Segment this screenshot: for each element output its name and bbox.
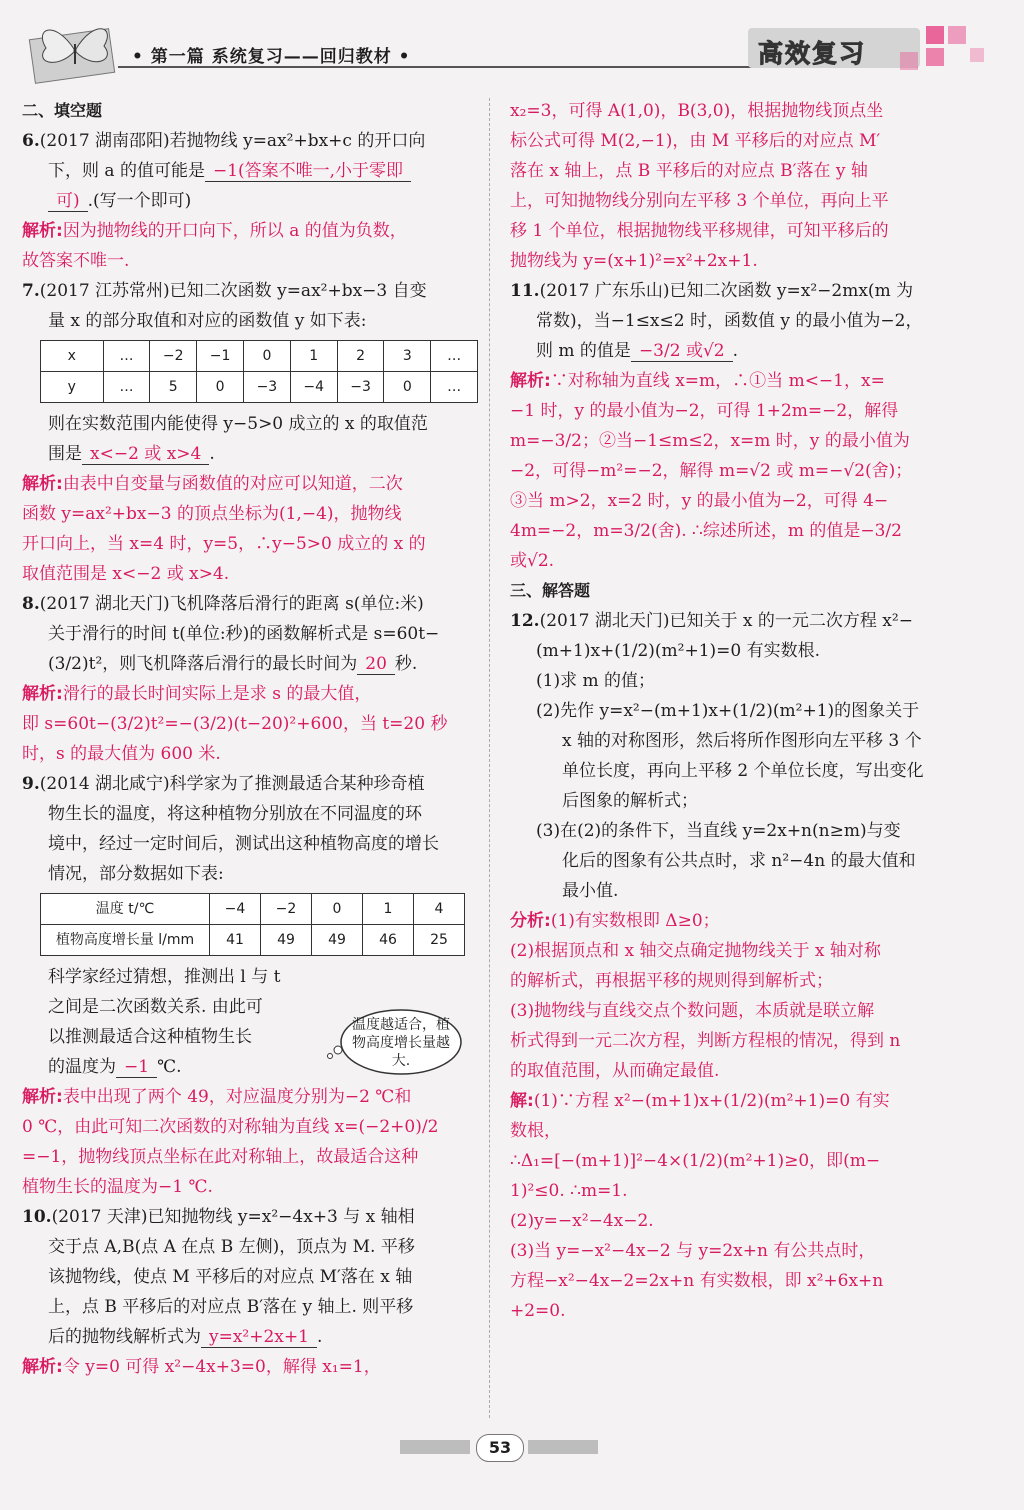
solution-label: 解析: — [22, 474, 63, 494]
text-line — [510, 846, 958, 876]
section-heading — [22, 96, 478, 126]
solution-line — [22, 709, 478, 739]
solution-line — [510, 246, 958, 276]
line-text: 秒. — [394, 654, 418, 674]
line-text: (3/2)t²，则飞机降落后滑行的最长时间为 — [48, 654, 358, 674]
line-text: 的温度为 — [48, 1057, 116, 1077]
solution-text: m=−3/2；②当−1≤m≤2，x=m 时，y 的最小值为 — [510, 431, 910, 451]
table-cell: 2 — [337, 341, 384, 372]
solution-text: −2，可得−m²=−2，解得 m=√2 或 m=−√2(舍)； — [510, 461, 913, 481]
solution-text: 令 y=0 可得 x²−4x+3=0，解得 x₁=1， — [62, 1357, 381, 1377]
page-number: 53 — [476, 1434, 524, 1462]
line-text: 物生长的温度，将这种植物分别放在不同温度的环 — [48, 804, 422, 824]
text-line — [22, 619, 478, 649]
table-row — [41, 341, 478, 372]
solution-line — [510, 1056, 958, 1086]
table-cell: 3 — [384, 341, 431, 372]
text-line — [510, 666, 958, 696]
text-line — [22, 649, 478, 679]
text-line — [22, 186, 478, 216]
solution-text: +2=0. — [510, 1301, 566, 1321]
solution-text: 故答案不唯一. — [22, 251, 130, 271]
right-column — [510, 96, 958, 1326]
table-cell: … — [103, 372, 150, 403]
line-text: 科学家经过猜想，推测出 l 与 t — [48, 967, 281, 987]
table-cell: 0 — [312, 894, 363, 925]
table-cell: −4 — [210, 894, 261, 925]
solution-label: 解析: — [22, 221, 63, 241]
answer-blank: y=x²+2x+1 — [201, 1327, 317, 1348]
text-line — [510, 876, 958, 906]
solution-text: (1)有实数根即 Δ≥0； — [550, 911, 720, 931]
line-text: 围是 — [48, 444, 82, 464]
solution-label: 分析: — [510, 911, 551, 931]
solution-text: 0 ℃，由此可知二次函数的对称轴为直线 x=(−2+0)/2 — [22, 1117, 439, 1137]
solution-text: 函数 y=ax²+bx−3 的顶点坐标为(1,−4)，抛物线 — [22, 504, 402, 524]
table-cell: 46 — [363, 925, 414, 956]
footer-bar-left — [400, 1440, 470, 1454]
solution-text: 标公式可得 M(2,−1)，由 M 平移后的对应点 M′ — [510, 131, 881, 151]
solution-line — [22, 1172, 478, 1202]
answer-blank: −1(答案不唯一,小于零即 — [205, 161, 411, 182]
line-text: (3)在(2)的条件下，当直线 y=2x+n(n≥m)与变 — [536, 821, 901, 841]
table-cell: 植物高度增长量 l/mm — [41, 925, 210, 956]
line-text: 关于滑行的时间 t(单位:秒)的函数解析式是 s=60t− — [48, 624, 440, 644]
solution-text: x₂=3，可得 A(1,0)，B(3,0)，根据抛物线顶点坐 — [510, 101, 884, 121]
table-cell: 温度 t/℃ — [41, 894, 210, 925]
solution-line — [510, 966, 958, 996]
text-line — [510, 636, 958, 666]
line-text: 交于点 A,B(点 A 在点 B 左侧)，顶点为 M. 平移 — [48, 1237, 415, 1257]
solution-text: 开口向上，当 x=4 时，y=5，∴y−5>0 成立的 x 的 — [22, 534, 426, 554]
line-text: 之间是二次函数关系. 由此可 — [48, 997, 263, 1017]
question-number: 8. — [22, 594, 40, 614]
table-cell: 5 — [150, 372, 197, 403]
line-text: 上，点 B 平移后的对应点 B′落在 y 轴上. 则平移 — [48, 1297, 414, 1317]
solution-text: (2)根据顶点和 x 轴交点确定抛物线关于 x 轴对称 — [510, 941, 881, 961]
question-text: (2017 江苏常州)已知二次函数 y=ax²+bx−3 自变 — [39, 281, 427, 301]
solution-line — [510, 1266, 958, 1296]
section-heading-text: 二、填空题 — [22, 101, 103, 120]
text-line — [22, 409, 478, 439]
solution-text: 数根， — [510, 1121, 561, 1141]
solution-text: 时，s 的最大值为 600 米. — [22, 744, 221, 764]
solution-text: ∴Δ₁=[−(m+1)]²−4×(1/2)(m²+1)≥0，即(m− — [510, 1151, 881, 1171]
solution-line — [510, 1146, 958, 1176]
solution-line — [510, 96, 958, 126]
solution-text: (2)y=−x²−4x−2. — [510, 1211, 654, 1231]
question-number: 11. — [510, 281, 540, 301]
solution-text: 或√2. — [510, 551, 555, 571]
solution-line — [22, 246, 478, 276]
text-line — [510, 726, 958, 756]
question-line — [510, 276, 958, 306]
table-cell: 49 — [261, 925, 312, 956]
solution-line — [22, 216, 478, 246]
solution-text: ③当 m>2，x=2 时，y 的最小值为−2，可得 4− — [510, 491, 889, 511]
page-header — [0, 0, 1024, 92]
solution-line — [510, 366, 958, 396]
text-line — [22, 829, 478, 859]
solution-line — [22, 1142, 478, 1172]
question-text: (2017 湖北天门)已知关于 x 的一元二次方程 x²− — [539, 611, 913, 631]
solution-text: (3)抛物线与直线交点个数问题，本质就是联立解 — [510, 1001, 875, 1021]
solution-text: −1 时，y 的最小值为−2，可得 1+2m=−2，解得 — [510, 401, 899, 421]
question-line — [510, 606, 958, 636]
solution-text: 抛物线为 y=(x+1)²=x²+2x+1. — [510, 251, 758, 271]
solution-line — [22, 559, 478, 589]
footer-bar-right — [528, 1440, 598, 1454]
section-heading — [510, 576, 958, 606]
question-number: 10. — [22, 1207, 52, 1227]
solution-line — [22, 1112, 478, 1142]
solution-text: ∵对称轴为直线 x=m，∴①当 m<−1，x= — [550, 371, 885, 391]
line-text: 量 x 的部分取值和对应的函数值 y 如下表: — [48, 311, 367, 331]
solution-line — [22, 469, 478, 499]
text-line — [510, 336, 958, 366]
solution-text: 滑行的最长时间实际上是求 s 的最大值， — [62, 684, 372, 704]
solution-text: 表中出现了两个 49，对应温度分别为−2 ℃和 — [62, 1087, 412, 1107]
table-cell: … — [431, 341, 478, 372]
solution-line — [22, 679, 478, 709]
table-cell: −2 — [261, 894, 312, 925]
solution-line — [510, 456, 958, 486]
question-text: (2017 天津)已知抛物线 y=x²−4x+3 与 x 轴相 — [51, 1207, 415, 1227]
data-table — [40, 893, 465, 956]
table-cell: 1 — [363, 894, 414, 925]
table-cell: −3 — [337, 372, 384, 403]
line-text: (m+1)x+(1/2)(m²+1)=0 有实数根. — [536, 641, 821, 661]
answer-blank: −3/2 或√2 — [631, 341, 733, 362]
text-line — [510, 306, 958, 336]
solution-line — [22, 1082, 478, 1112]
text-line — [22, 1232, 478, 1262]
question-line — [22, 126, 478, 156]
question-line — [22, 769, 478, 799]
solution-text: 植物生长的温度为−1 ℃. — [22, 1177, 213, 1197]
table-cell: 41 — [210, 925, 261, 956]
line-text: . — [209, 444, 215, 464]
question-line — [22, 589, 478, 619]
text-line — [510, 756, 958, 786]
text-line — [22, 1322, 478, 1352]
line-text: 后图象的解析式； — [562, 791, 698, 811]
line-text: . — [732, 341, 738, 361]
solution-line — [510, 186, 958, 216]
line-text: 境中，经过一定时间后，测试出这种植物高度的增长 — [48, 834, 439, 854]
solution-label: 解析: — [22, 684, 63, 704]
table-cell: −4 — [290, 372, 337, 403]
question-text: (2014 湖北咸宁)科学家为了推测最适合某种珍奇植 — [39, 774, 425, 794]
line-text: 则在实数范围内能使得 y−5>0 成立的 x 的取值范 — [48, 414, 428, 434]
text-line — [510, 816, 958, 846]
solution-line — [510, 516, 958, 546]
table-cell: 0 — [197, 372, 244, 403]
solution-text: 取值范围是 x<−2 或 x>4. — [22, 564, 230, 584]
table-row — [41, 372, 478, 403]
solution-label: 解析: — [22, 1357, 63, 1377]
table-cell: 0 — [384, 372, 431, 403]
table-cell: 1 — [290, 341, 337, 372]
question-number: 6. — [22, 131, 40, 151]
solution-text: 因为抛物线的开口向下，所以 a 的值为负数， — [62, 221, 407, 241]
line-text: 单位长度，再向上平移 2 个单位长度，写出变化 — [562, 761, 924, 781]
line-text: 情况，部分数据如下表: — [48, 864, 224, 884]
question-line — [22, 276, 478, 306]
question-text: (2017 湖北天门)飞机降落后滑行的距离 s(单位:米) — [39, 594, 424, 614]
question-line — [22, 1202, 478, 1232]
cloud-text: 温度越适合，植物高度增长量越大. — [352, 1017, 450, 1069]
table-cell: −3 — [243, 372, 290, 403]
section-heading-text: 三、解答题 — [510, 581, 591, 600]
table-cell: −1 — [197, 341, 244, 372]
decor-square — [970, 48, 984, 62]
text-line — [22, 799, 478, 829]
line-text: 则 m 的值是 — [536, 341, 631, 361]
line-text: x 轴的对称图形，然后将所作图形向左平移 3 个 — [562, 731, 922, 751]
decor-square — [900, 52, 918, 70]
solution-line — [22, 529, 478, 559]
table-cell: 0 — [243, 341, 290, 372]
table-cell: … — [431, 372, 478, 403]
solution-line — [510, 426, 958, 456]
table-cell: 49 — [312, 925, 363, 956]
solution-text: 1)²≤0. ∴m=1. — [510, 1181, 628, 1201]
question-number: 7. — [22, 281, 40, 301]
header-title: • 第一篇 系统复习——回归教材 • — [132, 47, 411, 67]
butterfly-icon — [24, 14, 124, 84]
solution-text: 落在 x 轴上，点 B 平移后的对应点 B′落在 y 轴 — [510, 161, 868, 181]
solution-text: (3)当 y=−x²−4x−2 与 y=2x+n 有公共点时， — [510, 1241, 876, 1261]
solution-line — [510, 1116, 958, 1146]
header-badge: 高效复习 — [758, 39, 867, 68]
line-text: 下，则 a 的值可能是 — [48, 161, 205, 181]
solution-line — [510, 1236, 958, 1266]
solution-line — [510, 126, 958, 156]
solution-label: 解: — [510, 1091, 534, 1111]
line-text: ℃. — [157, 1057, 182, 1077]
line-text: 最小值. — [562, 881, 619, 901]
text-line — [510, 786, 958, 816]
text-line — [22, 1262, 478, 1292]
line-text: 该抛物线，使点 M 平移后的对应点 M′落在 x 轴 — [48, 1267, 413, 1287]
table-cell: 25 — [414, 925, 465, 956]
answer-blank: 20 — [357, 654, 395, 675]
line-text: 以推测最适合这种植物生长 — [48, 1027, 252, 1047]
decor-square — [926, 26, 944, 44]
answer-blank: 可) — [48, 191, 88, 212]
solution-line — [510, 216, 958, 246]
solution-line — [510, 996, 958, 1026]
table-cell: 4 — [414, 894, 465, 925]
solution-line — [22, 739, 478, 769]
column-divider — [489, 98, 490, 1418]
line-text: (2)先作 y=x²−(m+1)x+(1/2)(m²+1)的图象关于 — [536, 701, 920, 721]
solution-line — [510, 906, 958, 936]
table-cell: … — [103, 341, 150, 372]
table-row — [41, 925, 465, 956]
line-text: .(写一个即可) — [87, 191, 192, 211]
solution-text: 析式得到一元二次方程，判断方程根的情况，得到 n — [510, 1031, 901, 1051]
solution-line — [510, 1296, 958, 1326]
table-cell: y — [41, 372, 104, 403]
solution-line — [510, 1086, 958, 1116]
solution-text: (1)∵方程 x²−(m+1)x+(1/2)(m²+1)=0 有实 — [533, 1091, 890, 1111]
solution-text: =−1，抛物线顶点坐标在此对称轴上，故最适合这种 — [22, 1147, 419, 1167]
answer-blank: −1 — [116, 1057, 157, 1078]
solution-text: 4m=−2，m=3/2(舍). ∴综述所述，m 的值是−3/2 — [510, 521, 902, 541]
line-text: (1)求 m 的值； — [536, 671, 656, 691]
text-line — [22, 962, 478, 992]
solution-text: 移 1 个单位，根据抛物线平移规律，可知平移后的 — [510, 221, 889, 241]
line-text: 化后的图象有公共点时，求 n²−4n 的最大值和 — [562, 851, 916, 871]
line-text: 常数)，当−1≤x≤2 时，函数值 y 的最小值为−2， — [536, 311, 923, 331]
solution-line — [510, 1176, 958, 1206]
solution-line — [22, 1352, 478, 1382]
question-text: (2017 广东乐山)已知二次函数 y=x²−2mx(m 为 — [539, 281, 914, 301]
text-line — [22, 156, 478, 186]
question-number: 9. — [22, 774, 40, 794]
data-table — [40, 340, 478, 403]
question-text: (2017 湖南邵阳)若抛物线 y=ax²+bx+c 的开口向 — [39, 131, 426, 151]
text-line — [22, 439, 478, 469]
decor-square — [926, 48, 944, 66]
solution-text: 即 s=60t−(3/2)t²=−(3/2)(t−20)²+600，当 t=20 秒 — [22, 714, 448, 734]
solution-text: 的解析式，再根据平移的规则得到解析式； — [510, 971, 833, 991]
left-column — [22, 96, 478, 1382]
solution-line — [510, 396, 958, 426]
text-line — [22, 859, 478, 889]
question-number: 12. — [510, 611, 540, 631]
text-line — [22, 306, 478, 336]
solution-line — [510, 156, 958, 186]
solution-line — [510, 936, 958, 966]
solution-line — [510, 486, 958, 516]
solution-text: 上，可知抛物线分别向左平移 3 个单位，再向上平 — [510, 191, 889, 211]
text-line — [22, 1292, 478, 1322]
solution-label: 解析: — [510, 371, 551, 391]
answer-blank: x<−2 或 x>4 — [82, 444, 209, 465]
solution-line — [510, 1026, 958, 1056]
text-line — [510, 696, 958, 726]
solution-line — [510, 546, 958, 576]
solution-text: 由表中自变量与函数值的对应可以知道，二次 — [62, 474, 403, 494]
solution-text: 的取值范围，从而确定最值. — [510, 1061, 720, 1081]
line-text: 后的抛物线解析式为 — [48, 1327, 201, 1347]
line-text: . — [316, 1327, 323, 1347]
solution-line — [22, 499, 478, 529]
table-cell: −2 — [150, 341, 197, 372]
solution-line — [510, 1206, 958, 1236]
decor-square — [948, 26, 966, 44]
solution-text: 方程−x²−4x−2=2x+n 有实数根，即 x²+6x+n — [510, 1271, 884, 1291]
table-cell: x — [41, 341, 104, 372]
table-row — [41, 894, 465, 925]
solution-label: 解析: — [22, 1087, 63, 1107]
